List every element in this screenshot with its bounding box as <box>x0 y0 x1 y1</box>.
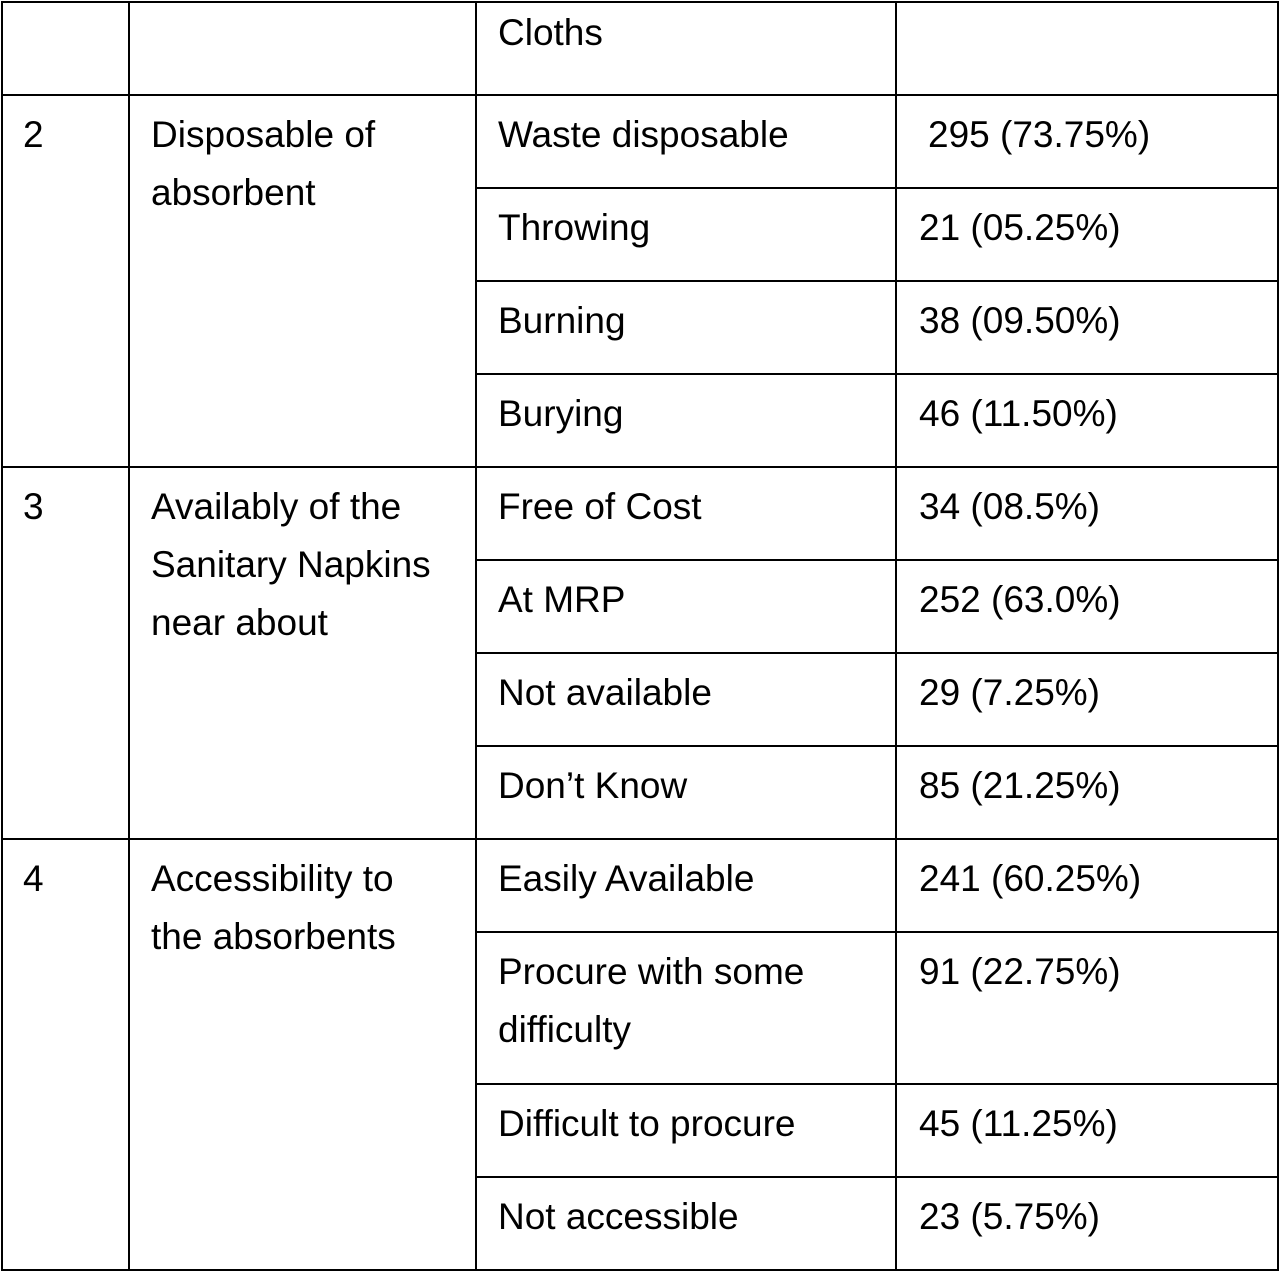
option-cell: Burning <box>476 281 896 374</box>
value-cell: 91 (22.75%) <box>896 932 1278 1084</box>
value-cell: 45 (11.25%) <box>896 1084 1278 1177</box>
option-cell: Burying <box>476 374 896 467</box>
row-number-cell: 3 <box>2 467 129 839</box>
value-cell: 34 (08.5%) <box>896 467 1278 560</box>
value-cell <box>896 2 1278 95</box>
row-number-cell: 2 <box>2 95 129 467</box>
value-cell: 295 (73.75%) <box>896 95 1278 188</box>
option-cell: At MRP <box>476 560 896 653</box>
option-cell: Not accessible <box>476 1177 896 1270</box>
data-table <box>1 1 1279 1271</box>
option-cell: Cloths <box>476 2 896 95</box>
value-cell: 252 (63.0%) <box>896 560 1278 653</box>
value-cell: 85 (21.25%) <box>896 746 1278 839</box>
category-cell: Accessibility to the absorbents <box>129 839 476 1270</box>
option-cell: Throwing <box>476 188 896 281</box>
option-cell: Not available <box>476 653 896 746</box>
table-row <box>2 839 1278 932</box>
value-cell: 46 (11.50%) <box>896 374 1278 467</box>
row-number-cell: 4 <box>2 839 129 1270</box>
value-cell: 241 (60.25%) <box>896 839 1278 932</box>
category-cell: Disposable of absorbent <box>129 95 476 467</box>
value-cell: 29 (7.25%) <box>896 653 1278 746</box>
category-cell <box>129 2 476 95</box>
option-cell: Difficult to procure <box>476 1084 896 1177</box>
table-row <box>2 95 1278 188</box>
category-cell: Availably of the Sanitary Napkins near about <box>129 467 476 839</box>
option-cell: Waste disposable <box>476 95 896 188</box>
option-cell: Don’t Know <box>476 746 896 839</box>
table-row <box>2 467 1278 560</box>
option-cell: Easily Available <box>476 839 896 932</box>
row-number-cell <box>2 2 129 95</box>
table-row <box>2 2 1278 95</box>
value-cell: 21 (05.25%) <box>896 188 1278 281</box>
value-cell: 23 (5.75%) <box>896 1177 1278 1270</box>
option-cell: Free of Cost <box>476 467 896 560</box>
option-cell: Procure with some difficulty <box>476 932 896 1084</box>
value-cell: 38 (09.50%) <box>896 281 1278 374</box>
